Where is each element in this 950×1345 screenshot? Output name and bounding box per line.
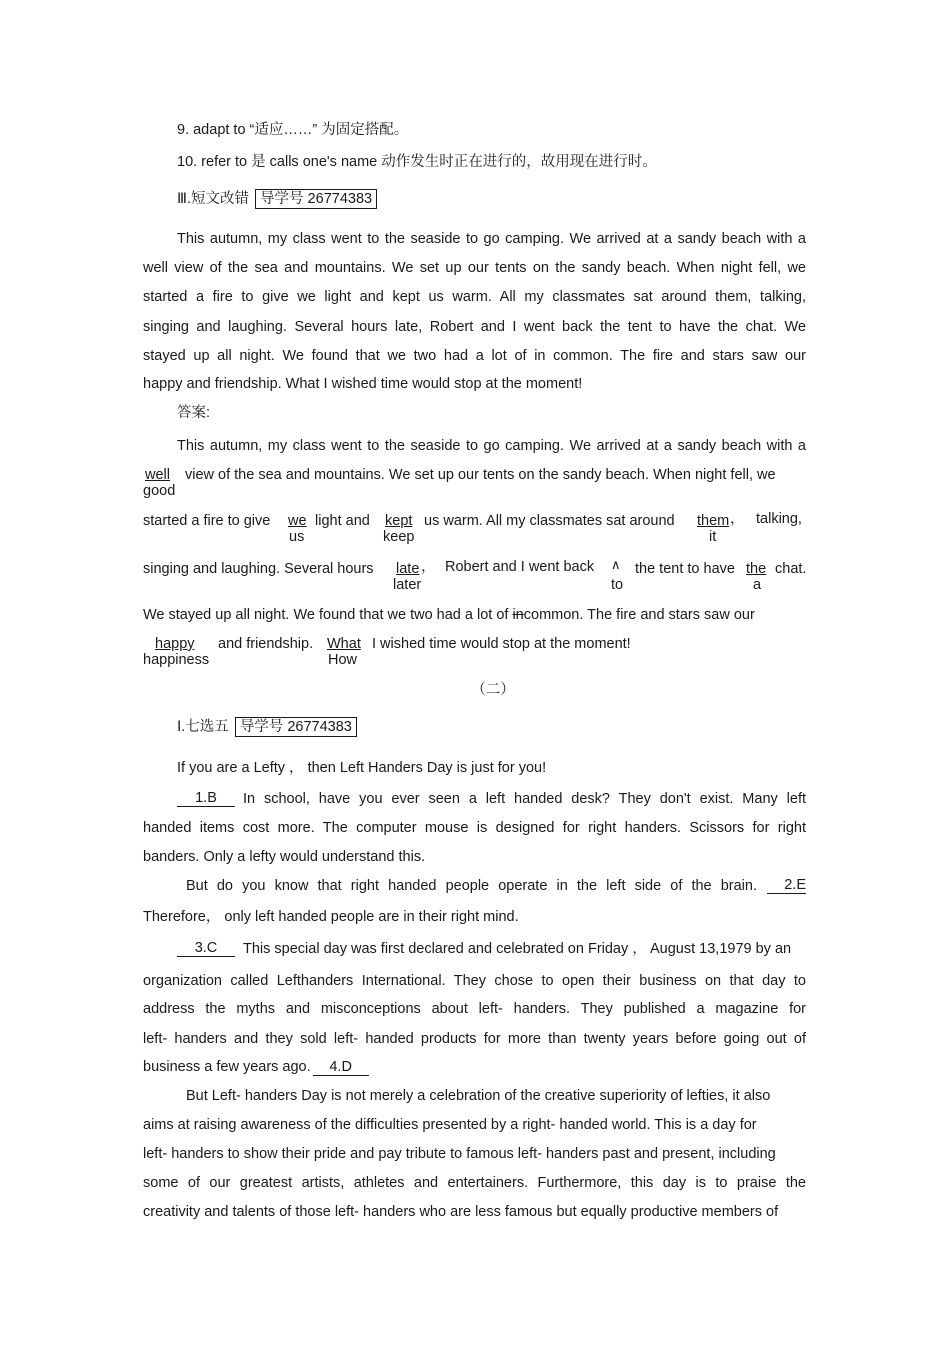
answer-wrong-what: What [327,636,361,652]
answer-line-5-b: common. The fire and stars saw our [523,607,755,623]
answer-line-3-d: talking, [756,511,802,527]
passage-line-1: This autumn, my class went to the seaside to go camping. We arrived at a sandy beach with a [177,231,806,247]
answer-blank-2: 2.E [767,877,806,894]
answer-line-1: This autumn, my class went to the seaside to go camping. We arrived at a sandy beach with a [177,438,806,454]
p3-line-5 [143,1058,806,1076]
section-1-intro: If you are a Lefty ， then Left Handers Day is just for you! [177,760,547,776]
answer-comma-1: ， [730,511,745,527]
answer-line-5 [143,606,806,624]
p3-line-5-text: business a few years ago. [143,1059,311,1075]
answer-label: 答案: [177,405,211,421]
p3-line-3: address the myths and misconceptions about left- handers. They published a magazine for [143,1001,806,1017]
p4-line-1: But Left- handers Day is not merely a celebration of the creative superiority of lefties, it also [186,1088,771,1104]
answer-correction-keep: keep [383,529,415,545]
p1-line-2: handed items cost more. The computer mouse is designed for right handers. Scissors for right [143,820,806,836]
answer-line-4-a: singing and laughing. Several hours [143,561,374,577]
answer-correction-how: How [328,652,358,668]
answer-correction-happiness: happiness [143,652,210,668]
answer-correction-a: a [753,577,762,593]
p4-line-2: aims at raising awareness of the difficulties presented by a right- handed world. This is a day for [143,1117,757,1133]
section-3-guide-box: 导学号 26774383 [255,189,377,209]
answer-blank-4: 4.D [313,1059,369,1076]
p1-line-3: banders. Only a lefty would understand this. [143,849,426,865]
p3-line-2: organization called Lefthanders International. They chose to open their business on that day to [143,973,806,989]
p4-line-5: creativity and talents of those left- handers who are less famous but equally productive members of [143,1204,779,1220]
p4-line-3: left- handers to show their pride and pay tribute to famous left- handers past and present, including [143,1146,776,1162]
section-3-title-text: Ⅲ.短文改错 [177,191,250,207]
note-10: 10. refer to 是 calls one's name 动作发生时正在进行的，故用现在进行时。 [177,154,657,170]
answer-correction-good: good [143,483,176,499]
p2-line-2: Therefore， only left handed people are in their right mind. [143,909,519,925]
note-9: 9. adapt to “适应……” 为固定搭配。 [177,122,409,138]
section-1-guide-box: 导学号 26774383 [235,717,357,737]
answer-line-4-c: the tent to have [635,561,735,577]
answer-line-3-a: started a fire to give [143,513,271,529]
answer-blank-1: 1.B [177,790,235,807]
p3-line-1: This special day was first declared and celebrated on Friday ， August 13,1979 by an [243,941,792,957]
answer-wrong-kept: kept [385,513,413,529]
section-3-title [177,189,806,209]
answer-wrong-happy: happy [155,636,195,652]
answer-line-4-b: Robert and I went back [445,559,595,575]
answer-correction-to: to [611,577,624,593]
answer-comma-2: ， [421,559,436,575]
p2-line-1: But do you know that right handed people operate in the left side of the brain. [186,878,757,894]
answer-correction-later: later [393,577,422,593]
answer-line-6-b: I wished time would stop at the moment! [372,636,631,652]
answer-wrong-well: well [145,467,170,483]
answer-insert-caret: ∧ [611,558,621,573]
section-1-title-text: Ⅰ.七选五 [177,719,229,735]
answer-wrong-we: we [288,513,307,529]
answer-line-3-c: us warm. All my classmates sat around [424,513,675,529]
answer-correction-us: us [289,529,305,545]
answer-line-3-b: light and [315,513,370,529]
part-2-heading: （二） [471,682,515,698]
p3-line-4: left- handers and they sold left- handed products for more than twenty years before going out of [143,1031,806,1047]
answer-wrong-late: late [396,561,420,577]
answer-blank-3: 3.C [177,940,235,957]
passage-line-4: singing and laughing. Several hours late, Robert and I went back the tent to have the chat. We [143,319,806,335]
passage-line-6: happy and friendship. What I wished time would stop at the moment! [143,376,583,392]
answer-correction-it: it [709,529,717,545]
p4-line-4: some of our greatest artists, athletes and entertainers. Furthermore, this day is to praise the [143,1175,806,1191]
answer-wrong-them: them [697,513,730,529]
answer-line-2-rest: view of the sea and mountains. We set up our tents on the sandy beach. When night fell, we [185,467,776,483]
passage-line-2: well view of the sea and mountains. We set up our tents on the sandy beach. When night fell, we [143,260,806,276]
section-1-title [177,717,806,737]
answer-line-6-a: and friendship. [218,636,314,652]
answer-line-5-a: We stayed up all night. We found that we two had a lot of [143,607,509,623]
p1-line-1: In school, have you ever seen a left handed desk? They don't exist. Many left [243,791,806,807]
passage-line-3: started a fire to give we light and kept us warm. All my classmates sat around them, talking, [143,289,806,305]
answer-wrong-the: the [746,561,767,577]
answer-line-4-d: chat. [775,561,807,577]
answer-deleted-in: in [512,607,524,623]
passage-line-5: stayed up all night. We found that we two had a lot of in common. The fire and stars saw our [143,348,806,364]
